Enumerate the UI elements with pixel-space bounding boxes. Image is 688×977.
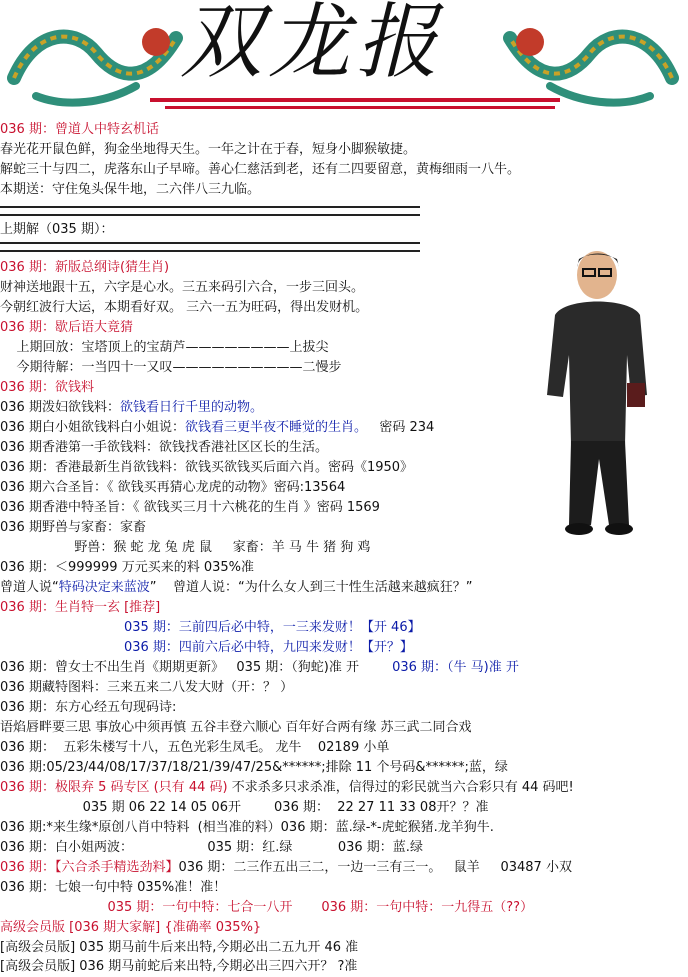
line-text: 今朝红波行大运，本期看好双。 三六一五为旺码，得出发财机。 (0, 300, 369, 315)
text-line-p32 (0, 878, 226, 898)
line-text: 欲钱看三更半夜不睡觉的生肖。 (184, 420, 367, 435)
line-text: 春光花开鼠色鲜，狗金坐地得天生。一年之计在于春，短身小脚猴敏捷。 (0, 142, 417, 157)
line-text: 036 期白小姐欲钱料白小姐说： (0, 420, 185, 435)
text-line-p35 (0, 957, 357, 977)
line-text: 上期解（035 期）： (0, 222, 114, 237)
separator-1 (0, 206, 420, 216)
line-text: 036 期：四前六后必中特，九四来发财！【开？】 (123, 640, 413, 655)
line-text: 036 期：曾女士不出生肖《期期更新》 035 期：（狗蛇)准 开 (0, 660, 393, 675)
text-line-p19 (0, 618, 421, 638)
text-line-p4 (0, 220, 113, 240)
text-line-p23 (0, 698, 176, 718)
text-line-p6 (0, 298, 368, 318)
line-text: 036 期：＜999999 万元买来的料 035%准 (0, 560, 255, 575)
text-line-p18 (0, 578, 473, 598)
line-text: 036 期六合圣旨：《 欲钱买再猜心龙虎的动物》密码:13564 (0, 480, 346, 495)
text-line-p15 (0, 518, 146, 538)
line-text: 上期回放：宝塔顶上的宝葫芦————————上拔尖 (0, 340, 329, 355)
text-line-p26 (0, 758, 508, 778)
line-text: 本期送：守住兔头保牛地，二六伴八三九临。 (0, 182, 261, 197)
title-underline-red (150, 98, 560, 102)
line-text: 曾道人说“ (0, 580, 59, 595)
text-line-p10 (0, 418, 434, 438)
line-text: 036 期：极限弃 5 码专区 (只有 44 码) (0, 780, 228, 795)
line-text: 野兽：猴 蛇 龙 兔 虎 鼠 家畜：羊 马 牛 猪 狗 鸡 (0, 540, 371, 555)
text-line-p20 (0, 638, 413, 658)
line-text: [高级会员版] 035 期马前牛后来出特,今期必出二五九开 46 准 (0, 940, 359, 955)
text-line-p24 (0, 718, 472, 738)
line-text (0, 900, 107, 915)
text-line-p5 (0, 278, 364, 298)
text-line-p22 (0, 678, 293, 698)
text-line-p1 (0, 140, 416, 160)
text-line-p25 (0, 738, 389, 758)
line-text: 语焰唇畔要三思 事放心中须再慎 五谷丰登六顺心 百年好合两有缘 苏三武二同合戏 (0, 720, 472, 735)
line-text: 036 期： 五彩朱楼写十八，五色光彩生凤毛。 龙牛 02189 小单 (0, 740, 390, 755)
line-text (0, 640, 124, 655)
text-line-p11 (0, 438, 328, 458)
line-text: 036 期泼妇欲钱料： (0, 400, 120, 415)
text-line-p3 (0, 180, 260, 200)
line-text: 高级会员版 [036 期大家解] {准确率 035%} (0, 920, 262, 935)
line-text: 036 期：东方心经五句现码诗: (0, 700, 177, 715)
line-text: 036 期野兽与家畜：家畜 (0, 520, 146, 535)
line-text: 036 期：【六合杀手精选劲料】 (0, 860, 179, 875)
line-text: 不求杀多只求杀准，信得过的彩民就当六合彩只有 44 码吧! (227, 780, 574, 795)
text-line-p30 (0, 838, 423, 858)
text-line-p31 (0, 858, 572, 878)
line-text: 036 期香港第一手欲钱料：欲钱找香港社区区长的生活。 (0, 440, 328, 455)
line-text: 欲钱看日行千里的动物。 (119, 400, 263, 415)
line-text: 特码决定来蓝波 (58, 580, 150, 595)
text-line-p17 (0, 558, 254, 578)
line-text: 036 期：七娘一句中特 035%准！准！ (0, 880, 227, 895)
line-text: 解蛇三十与四二，虎落东山子早啼。善心仁慈活到老，还有二四要留意，黄梅细雨一八牛。 (0, 162, 521, 177)
text-line-p28 (0, 798, 488, 818)
line-text: 今期待解：一当四十一又叹——————————二慢步 (0, 360, 342, 375)
text-line-s2 (0, 258, 169, 278)
header-banner (0, 0, 688, 118)
text-line-s5 (0, 598, 160, 618)
text-line-s6 (0, 918, 261, 938)
text-line-s1 (0, 120, 159, 140)
text-line-s4 (0, 378, 94, 398)
line-text: 035 期 06 22 14 05 06开 036 期： 22 27 11 33 08开？？准 (0, 800, 489, 815)
line-text: 036 期：二三作五出三二，一边一三有三一。 鼠羊 03487 小双 (178, 860, 572, 875)
line-text (0, 620, 124, 635)
text-line-p21 (0, 658, 519, 678)
line-text: [高级会员版] 036 期马前蛇后来出特,今期必出三四六开？ ?准 (0, 959, 358, 974)
text-line-p9 (0, 398, 263, 418)
line-text: 密码 234 (366, 420, 435, 435)
text-line-p14 (0, 498, 380, 518)
text-line-p2 (0, 160, 520, 180)
line-text: 036 期：（牛 马)准 开 (392, 660, 519, 675)
text-line-p8 (0, 358, 342, 378)
text-line-s3 (0, 318, 133, 338)
line-text: 035 期：一句中特：七合一八开 036 期：一句中特：一九得五（??） (107, 900, 534, 915)
title-underline-red-2 (165, 106, 555, 109)
line-text: 财神送地跟十五，六字是心水。三五来码引六合，一步三回头。 (0, 280, 365, 295)
line-text: 036 期藏特图料：三来五来二八发大财（开：？ ） (0, 680, 294, 695)
line-text: 036 期：新版总纲诗(猜生肖) (0, 260, 170, 275)
separator-2 (0, 242, 420, 252)
line-text: 036 期香港中特圣旨：《 欲钱买三月十六桃花的生肖 》密码 1569 (0, 500, 380, 515)
text-line-p16 (0, 538, 370, 558)
line-text: 036 期：歇后语大竟猜 (0, 320, 133, 335)
text-line-p29 (0, 818, 494, 838)
man-photo (535, 245, 685, 540)
text-line-p33 (0, 898, 533, 918)
line-text: 036 期：香港最新生肖欲钱料：欲钱买欲钱买后面六肖。密码《1950》 (0, 460, 414, 475)
line-text: 036 期：白小姐两波： 035 期：红.绿 036 期：蓝.绿 (0, 840, 423, 855)
text-line-p12 (0, 458, 413, 478)
text-line-p7 (0, 338, 329, 358)
line-text: 036 期：生肖特一玄 [推荐] (0, 600, 161, 615)
text-line-p34 (0, 938, 358, 958)
text-line-p13 (0, 478, 345, 498)
line-text: ” 曾道人说：“为什么女人到三十性生活越来越疯狂？” (149, 580, 473, 595)
line-text: 036 期:05/23/44/08/17/37/18/21/39/47/25&******;排除 11 个号码&******;蓝，绿 (0, 760, 508, 775)
line-text: 036 期：欲钱料 (0, 380, 94, 395)
line-text: 035 期：三前四后必中特，一三来发财！【开 46】 (123, 620, 421, 635)
text-line-p27 (0, 778, 574, 798)
page-title: 双龙报 (180, 0, 444, 90)
line-text: 036 期：曾道人中特玄机话 (0, 122, 159, 137)
line-text: 036 期:*来生缘*原创八肖中特料 (相当准的料）036 期：蓝.绿-*-虎蛇猴猪.龙羊狗牛. (0, 820, 494, 835)
